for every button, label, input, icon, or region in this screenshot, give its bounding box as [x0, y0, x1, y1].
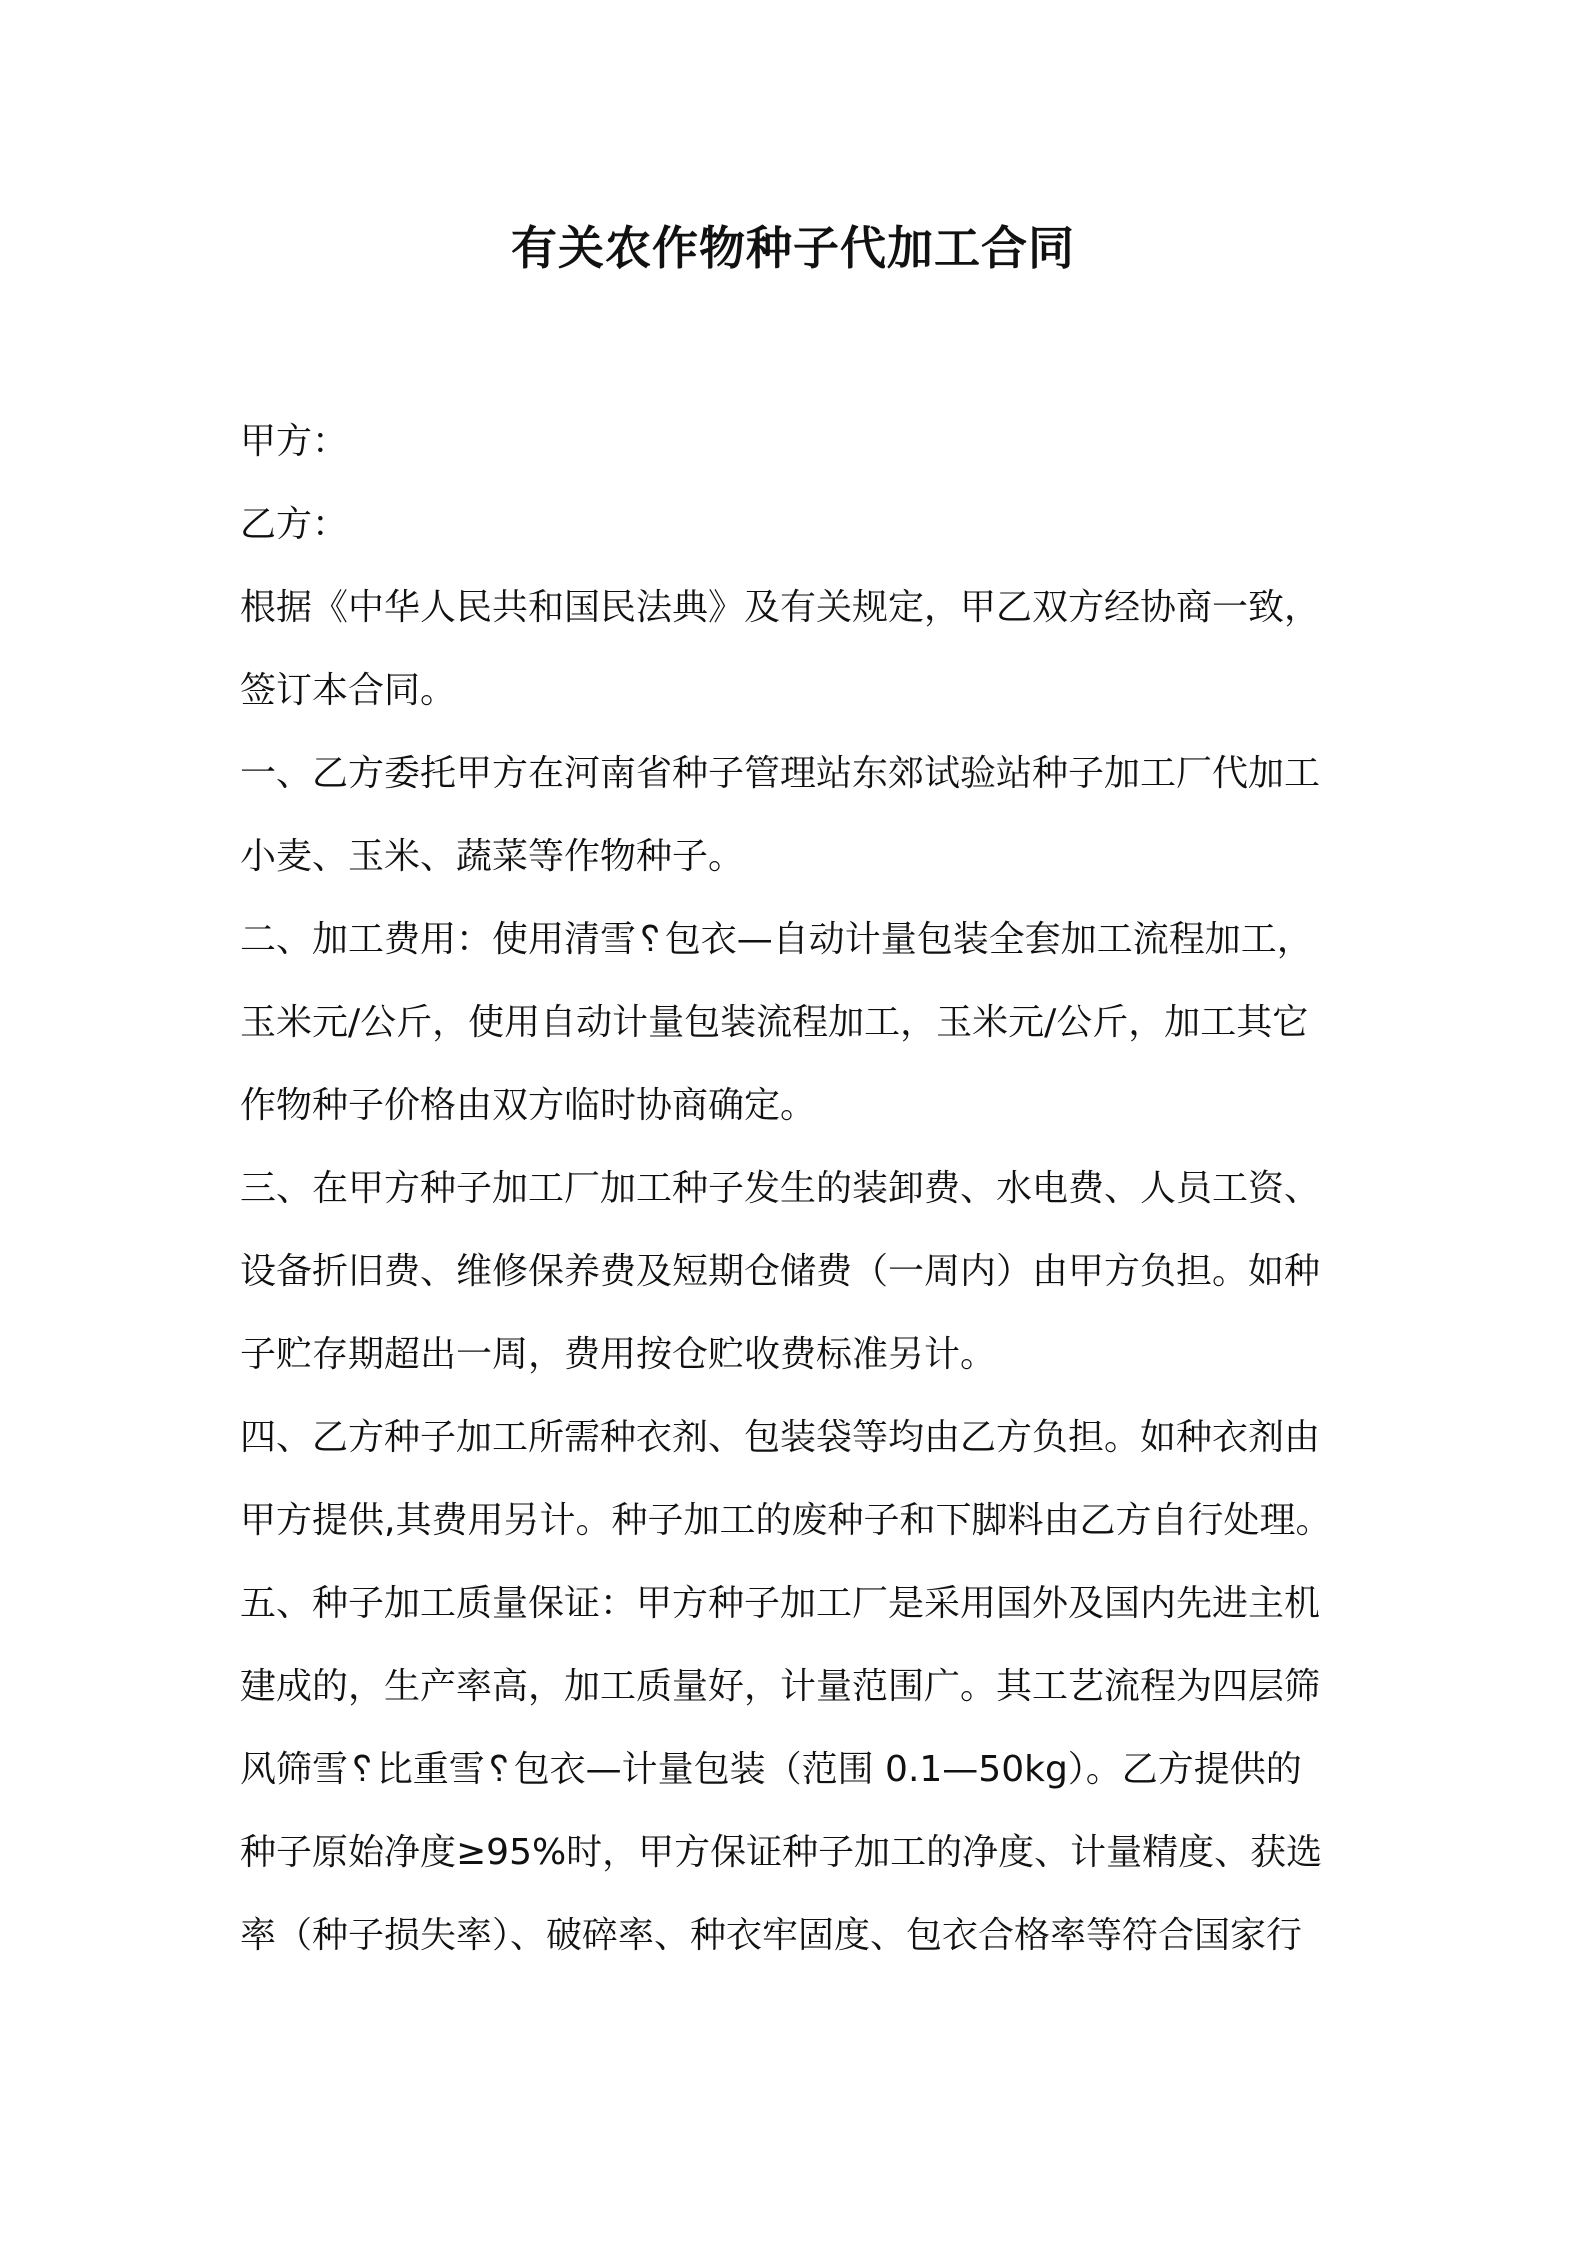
preamble-line-1: 根据《中华人民共和国民法典》及有关规定，甲乙双方经协商一致， — [240, 587, 1321, 628]
clause-5-line-4: 种子原始净度≥95%时，甲方保证种子加工的净度、计量精度、获选 — [240, 1832, 1323, 1873]
clause-2-line-1: 二、加工费用：使用清雪␦包衣—自动计量包装全套加工流程加工， — [240, 919, 1313, 960]
clause-5-line-2: 建成的，生产率高，加工质量好，计量范围广。其工艺流程为四层筛 — [240, 1666, 1321, 1707]
clause-5-line-3: 风筛雪␦比重雪␦包衣—计量包装（范围 0.1—50kg）。乙方提供的 — [240, 1749, 1302, 1790]
party-b-line: 乙方： — [240, 504, 349, 545]
clause-4-line-1: 四、乙方种子加工所需种衣剂、包装袋等均由乙方负担。如种衣剂由 — [240, 1417, 1321, 1458]
clause-1-line-2: 小麦、玉米、蔬菜等作物种子。 — [240, 836, 745, 877]
clause-1-line-1: 一、乙方委托甲方在河南省种子管理站东郊试验站种子加工厂代加工 — [240, 753, 1321, 794]
contract-body — [240, 400, 1360, 1977]
clause-3-line-2: 设备折旧费、维修保养费及短期仓储费（一周内）由甲方负担。如种 — [240, 1251, 1321, 1292]
party-a-line: 甲方： — [240, 421, 349, 462]
clause-5-line-1: 五、种子加工质量保证：甲方种子加工厂是采用国外及国内先进主机 — [240, 1583, 1321, 1624]
preamble-line-2: 签订本合同。 — [240, 670, 457, 711]
clause-4-line-2: 甲方提供,其费用另计。种子加工的废种子和下脚料由乙方自行处理。 — [240, 1500, 1332, 1541]
clause-5-line-5: 率（种子损失率）、破碎率、种衣牢固度、包衣合格率等符合国家行 — [240, 1915, 1303, 1956]
clause-2-line-3: 作物种子价格由双方临时协商确定。 — [240, 1085, 817, 1126]
document-title: 有关农作物种子代加工合同 — [511, 221, 1075, 275]
clause-3-line-3: 子贮存期超出一周，费用按仓贮收费标准另计。 — [240, 1334, 997, 1375]
clause-2-line-2: 玉米元/公斤，使用自动计量包装流程加工，玉米元/公斤，加工其它 — [240, 1002, 1309, 1043]
clause-3-line-1: 三、在甲方种子加工厂加工种子发生的装卸费、水电费、人员工资、 — [240, 1168, 1321, 1209]
